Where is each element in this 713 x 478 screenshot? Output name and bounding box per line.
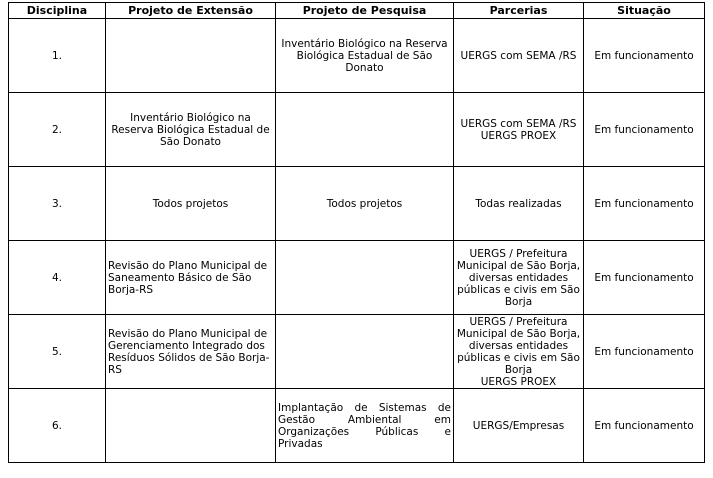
cell-pesquisa: Inventário Biológico na Reserva Biológica Estadual de São Donato [276, 19, 454, 93]
header-row [9, 3, 705, 19]
header-disciplina: Disciplina [9, 3, 106, 19]
cell-extensao [106, 19, 276, 93]
cell-pesquisa: Implantação de Sistemas de Gestão Ambiental em Organizações Públicas e Privadas [276, 389, 454, 463]
table-row [9, 19, 705, 93]
cell-disciplina: 2. [9, 93, 106, 167]
parceria-entry: UERGS/Empresas [472, 419, 565, 432]
projects-table [8, 2, 705, 463]
cell-parcerias [454, 19, 584, 93]
cell-pesquisa [276, 93, 454, 167]
header-projeto-extensao: Projeto de Extensão [106, 3, 276, 19]
table-row [9, 167, 705, 241]
table-row [9, 315, 705, 389]
table-row [9, 241, 705, 315]
parceria-entry: Todas realizadas [475, 197, 562, 210]
cell-extensao: Revisão do Plano Municipal de Saneamento Básico de São Borja-RS [106, 241, 276, 315]
parceria-entry: UERGS / Prefeitura Municipal de São Borja, diversas entidades públicas e civis em São Borja [456, 247, 581, 308]
cell-disciplina: 5. [9, 315, 106, 389]
cell-situacao: Em funcionamento [584, 167, 705, 241]
cell-parcerias [454, 167, 584, 241]
table-row [9, 389, 705, 463]
cell-parcerias [454, 241, 584, 315]
cell-situacao: Em funcionamento [584, 241, 705, 315]
header-parcerias: Parcerias [454, 3, 584, 19]
cell-extensao: Inventário Biológico na Reserva Biológica Estadual de São Donato [106, 93, 276, 167]
cell-parcerias [454, 315, 584, 389]
parceria-entry: UERGS / Prefeitura Municipal de São Borja, diversas entidades públicas e civis em São Borja [456, 315, 581, 376]
cell-disciplina: 1. [9, 19, 106, 93]
header-projeto-pesquisa: Projeto de Pesquisa [276, 3, 454, 19]
cell-pesquisa [276, 315, 454, 389]
cell-pesquisa: Todos projetos [276, 167, 454, 241]
cell-extensao: Revisão do Plano Municipal de Gerenciamento Integrado dos Resíduos Sólidos de São Borja-RS [106, 315, 276, 389]
parceria-entry: UERGS com SEMA /RS [460, 117, 577, 130]
cell-extensao: Todos projetos [106, 167, 276, 241]
cell-disciplina: 4. [9, 241, 106, 315]
parceria-entry: UERGS PROEX [480, 129, 557, 142]
parceria-entry: UERGS com SEMA /RS [460, 49, 577, 62]
header-situacao: Situação [584, 3, 705, 19]
cell-parcerias [454, 93, 584, 167]
table-row [9, 93, 705, 167]
cell-situacao: Em funcionamento [584, 315, 705, 389]
parceria-entry: UERGS PROEX [480, 375, 557, 388]
cell-situacao: Em funcionamento [584, 389, 705, 463]
cell-situacao: Em funcionamento [584, 19, 705, 93]
cell-disciplina: 6. [9, 389, 106, 463]
cell-pesquisa [276, 241, 454, 315]
cell-situacao: Em funcionamento [584, 93, 705, 167]
cell-parcerias [454, 389, 584, 463]
cell-disciplina: 3. [9, 167, 106, 241]
cell-extensao [106, 389, 276, 463]
